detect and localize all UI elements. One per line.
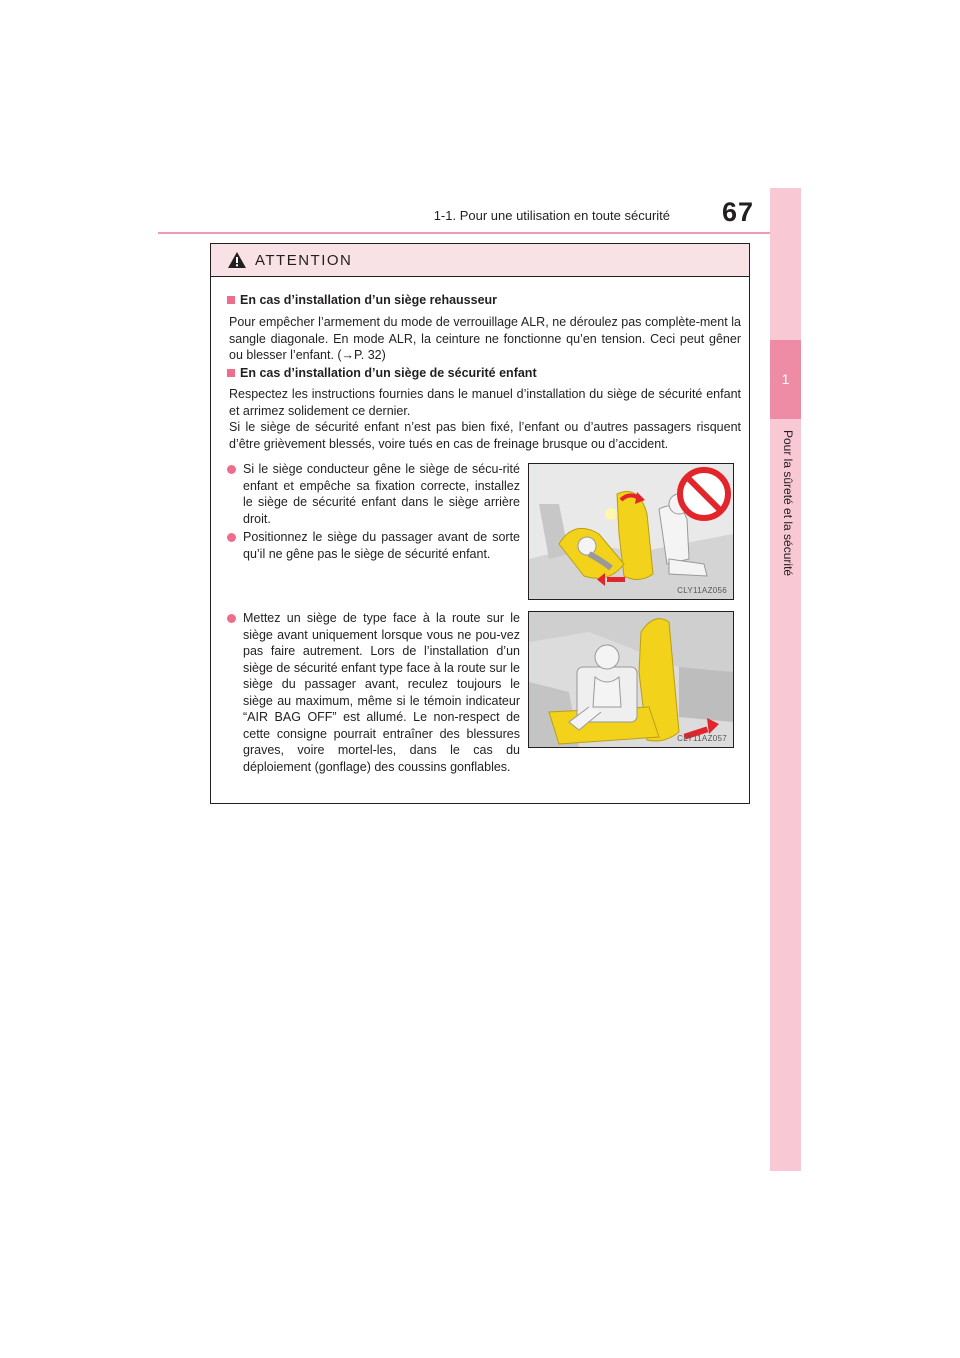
warning-body xyxy=(211,277,749,803)
bullet-item: Si le siège conducteur gêne le siège de sécu-rité enfant et empêche sa fixation correcte, installez le siège de sécurité enfant dans le siège arrière droit. xyxy=(227,461,520,527)
chapter-tab: 1 xyxy=(770,340,801,419)
illustration-child-seat-blocked xyxy=(528,463,734,600)
section-heading-text: En cas d’installation d’un siège de sécurité enfant xyxy=(240,366,537,380)
header-rule xyxy=(158,232,770,234)
figure-code: CLY11AZ057 xyxy=(677,734,727,743)
child-seat-blocked-drawing xyxy=(529,464,733,599)
page-number: 67 xyxy=(722,197,755,227)
side-band xyxy=(770,188,801,1171)
section-heading-booster xyxy=(227,293,497,307)
square-bullet-icon xyxy=(227,369,235,377)
section-text-child-seat-2: Si le siège de sécurité enfant n’est pas bien fixé, l’enfant ou d’autres passagers risquent d’être grièvement blessés, voire tués en cas de freinage brusque ou d’accident. xyxy=(229,420,741,451)
section-heading-text: En cas d’installation d’un siège rehausseur xyxy=(240,293,498,307)
figure-code: CLY11AZ056 xyxy=(677,586,727,595)
section-text-child-seat-1: Respectez les instructions fournies dans le manuel d’installation du siège de sécurité enfant et arrimez solidement ce dernier. xyxy=(229,387,741,418)
circle-bullet-icon xyxy=(227,533,236,542)
section-text-booster: Pour empêcher l’armement du mode de verrouillage ALR, ne déroulez pas complète-ment la sangle diagonale. En mode ALR, la ceinture ne fonctionne qu’en tension. Ceci peut gêner ou blesser l’enfant. (→P. 32) xyxy=(229,315,741,362)
circle-bullet-icon xyxy=(227,465,236,474)
section-header-title: 1-1. Pour une utilisation en toute sécurité xyxy=(433,208,670,223)
section-heading-child-seat xyxy=(227,366,537,380)
bullet-item: Positionnez le siège du passager avant de sorte qu’il ne gêne pas le siège de sécurité enfant. xyxy=(227,529,520,562)
bullet-item: Mettez un siège de type face à la route sur le siège avant uniquement lorsque vous ne pou-vez pas faire autrement. Lors de l’installation d’un siège de sécurité enfant type face à la route sur le siège du passager avant, reculez toujours le siège au maximum, même si le témoin indicateur “AIR BAG OFF” est allumé. Le non-respect de cette consigne pourrait entraîner des blessures graves, voire mortel-les, dans le cas du déploiement (gonflage) des coussins gonflables. xyxy=(227,610,520,775)
warning-box xyxy=(210,243,750,804)
warning-header xyxy=(211,244,749,277)
forward-facing-seat-drawing xyxy=(529,612,733,747)
circle-bullet-icon xyxy=(227,614,236,623)
warning-triangle-icon xyxy=(227,251,247,269)
square-bullet-icon xyxy=(227,296,235,304)
warning-title: ATTENTION xyxy=(255,251,353,269)
illustration-forward-facing-seat xyxy=(528,611,734,748)
chapter-label: Pour la sûreté et la sécurité xyxy=(781,430,795,577)
